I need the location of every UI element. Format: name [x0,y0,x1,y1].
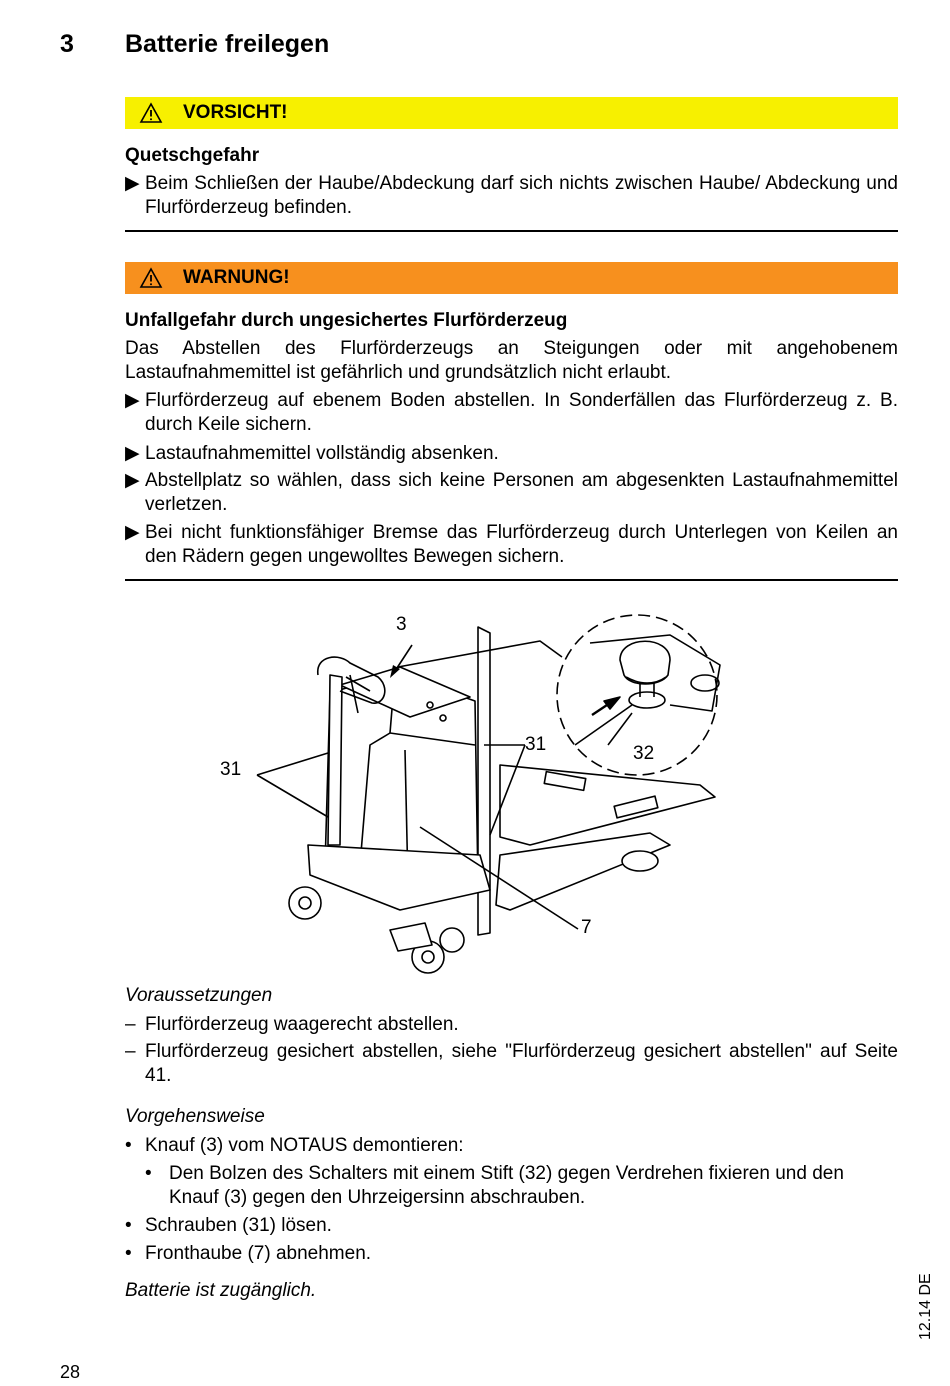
callout-7: 7 [581,917,592,938]
list-item: • Knauf (3) vom NOTAUS demontieren: [125,1135,464,1156]
warning-banner [125,262,898,294]
divider [125,579,898,581]
warning-label: WARNUNG! [183,267,290,288]
list-item: • Schrauben (31) lösen. [125,1215,332,1236]
list-item: • Den Bolzen des Schalters mit einem Stift (32) gegen Verdrehen fixieren und den Knauf (3) gegen den Uhrzeigersinn abschrauben. [145,1163,844,1208]
warning-triangle-icon [139,267,163,289]
section-title: Batterie freilegen [125,30,330,58]
prerequisites-heading: Voraussetzungen [125,985,273,1006]
warning-bullet: ▶ Flurförderzeug auf ebenem Boden abstellen. In Sonderfällen das Flurförderzeug z. B. durch Keile sichern. [125,390,898,435]
caution-bullet: ▶ Beim Schließen der Haube/Abdeckung darf sich nichts zwischen Haube/ Abdeckung und Flurförderzeug befinden. [125,173,898,218]
list-item: – Flurförderzeug waagerecht abstellen. [125,1014,459,1035]
list-item: • Fronthaube (7) abnehmen. [125,1243,372,1264]
caution-subtitle: Quetschgefahr [125,145,260,166]
procedure-heading: Vorgehensweise [125,1106,265,1127]
result-text: Batterie ist zugänglich. [125,1280,317,1301]
callout-31: 31 [220,759,242,780]
callout-3: 3 [396,614,407,635]
page-number: 28 [60,1362,81,1382]
warning-intro: Das Abstellen des Flurförderzeugs an Steigungen oder mit angehobenem Lastaufnahmemittel ist gefährlich und grundsätzlich nicht erlaubt. [125,338,898,383]
section-number: 3 [60,30,74,58]
warning-bullet: ▶ Bei nicht funktionsfähiger Bremse das Flurförderzeug durch Unterlegen von Keilen an den Rädern gegen ungewolltes Bewegen sichern. [125,522,898,567]
caution-label: VORSICHT! [183,102,288,123]
callout-31: 31 [525,734,547,755]
right-triangle-bullet: ▶ [125,173,140,194]
warning-subtitle: Unfallgefahr durch ungesichertes Flurförderzeug [125,310,568,331]
list-item: – Flurförderzeug gesichert abstellen, siehe "Flurförderzeug gesichert abstellen" auf Seite 41. [125,1041,898,1086]
right-triangle-bullet: ▶ [125,443,140,464]
right-triangle-bullet: ▶ [125,390,140,411]
callout-32: 32 [633,743,655,764]
caution-banner [125,97,898,129]
warning-bullet: ▶ Lastaufnahmemittel vollständig absenken. [125,443,499,464]
pallet-truck-illustration [200,605,740,980]
divider [125,230,898,232]
warning-triangle-icon [139,102,163,124]
right-triangle-bullet: ▶ [125,470,140,491]
edition-label: 12.14 DE [917,1273,934,1340]
right-triangle-bullet: ▶ [125,522,140,543]
warning-bullet: ▶ Abstellplatz so wählen, dass sich keine Personen am abgesenkten Lastaufnahmemittel verletzen. [125,470,898,515]
